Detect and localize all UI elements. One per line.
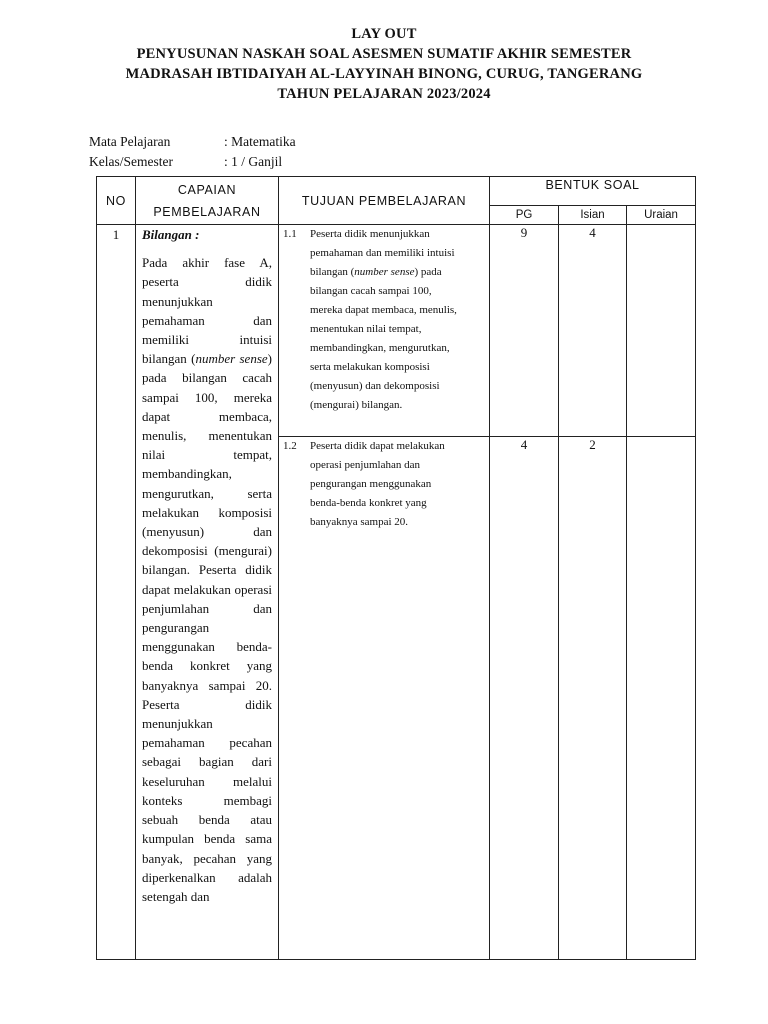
class-value: : 1 / Ganjil [224, 154, 283, 169]
capaian-cell [136, 225, 279, 960]
header-capaian: CAPAIAN PEMBELAJARAN [136, 177, 279, 225]
tujuan-number: 1.2 [283, 440, 297, 452]
document-meta [89, 132, 296, 172]
pg-value: 4 [520, 437, 528, 452]
tujuan-item [279, 437, 489, 532]
tujuan-cell [279, 225, 490, 960]
header-tujuan: TUJUAN PEMBELAJARAN [279, 177, 490, 225]
class-row [89, 152, 296, 172]
uraian-value [627, 225, 695, 436]
academic-year: TAHUN PELAJARAN 2023/2024 [277, 86, 491, 102]
tujuan-item [279, 225, 489, 436]
document-header [0, 24, 768, 104]
pg-value: 9 [520, 225, 528, 240]
doc-title: LAY OUT [351, 26, 417, 42]
school-name: MADRASAH IBTIDAIYAH AL-LAYYINAH BINONG, CURUG, TANGERANG [125, 66, 643, 82]
tujuan-text: Peserta didik menunjukkan pemahaman dan memiliki intuisi bilangan (number sense) pada bilangan cacah sampai 100, mereka dapat membaca, menulis, menentukan nilai tempat, membandingkan, mengurutkan, serta melakukan komposisi (menyusun) dan dekomposisi (mengurai) bilangan. [310, 228, 457, 411]
subject-value: : Matematika [224, 134, 296, 149]
subject-row [89, 132, 296, 152]
layout-table [96, 176, 696, 960]
isian-cell [559, 225, 627, 960]
header-isian: Isian [559, 206, 627, 225]
header-uraian: Uraian [627, 206, 696, 225]
row-number: 1 [97, 225, 136, 960]
class-label: Kelas/Semester [89, 154, 173, 169]
subject-label: Mata Pelajaran [89, 134, 171, 149]
header-bentuk-soal: BENTUK SOAL [490, 177, 696, 206]
capaian-text: Pada akhir fase A, peserta didik menunjukkan pemahaman dan memiliki intuisi bilangan (number sense) pada bilangan cacah sampai 100, mereka dapat membaca, menulis, menentukan nilai tempat, membandingkan, mengurutkan, serta melakukan komposisi (menyusun) dan dekomposisi (mengurai) bilangan. Peserta didik dapat melakukan operasi penjumlahan dan pengurangan menggunakan benda-benda konkret yang banyaknya sampai 20. Peserta didik menunjukkan pemahaman pecahan sebagai bagian dari keseluruhan melalui konteks membagi sebuah benda atau kumpulan benda sama banyak, pecahan yang diperkenalkan adalah setengah dan [142, 255, 272, 904]
uraian-cell [627, 225, 696, 960]
tujuan-text: Peserta didik dapat melakukan operasi penjumlahan dan pengurangan menggunakan benda-benda konkret yang banyaknya sampai 20. [310, 440, 445, 528]
doc-subtitle: PENYUSUNAN NASKAH SOAL ASESMEN SUMATIF AKHIR SEMESTER [136, 46, 632, 62]
header-no: NO [97, 177, 136, 225]
table-row [97, 225, 696, 960]
isian-value: 2 [589, 437, 596, 452]
tujuan-number: 1.1 [283, 228, 297, 240]
header-pg: PG [490, 206, 559, 225]
capaian-title: Bilangan : [142, 227, 200, 242]
isian-value: 4 [589, 225, 596, 240]
pg-cell [490, 225, 559, 960]
